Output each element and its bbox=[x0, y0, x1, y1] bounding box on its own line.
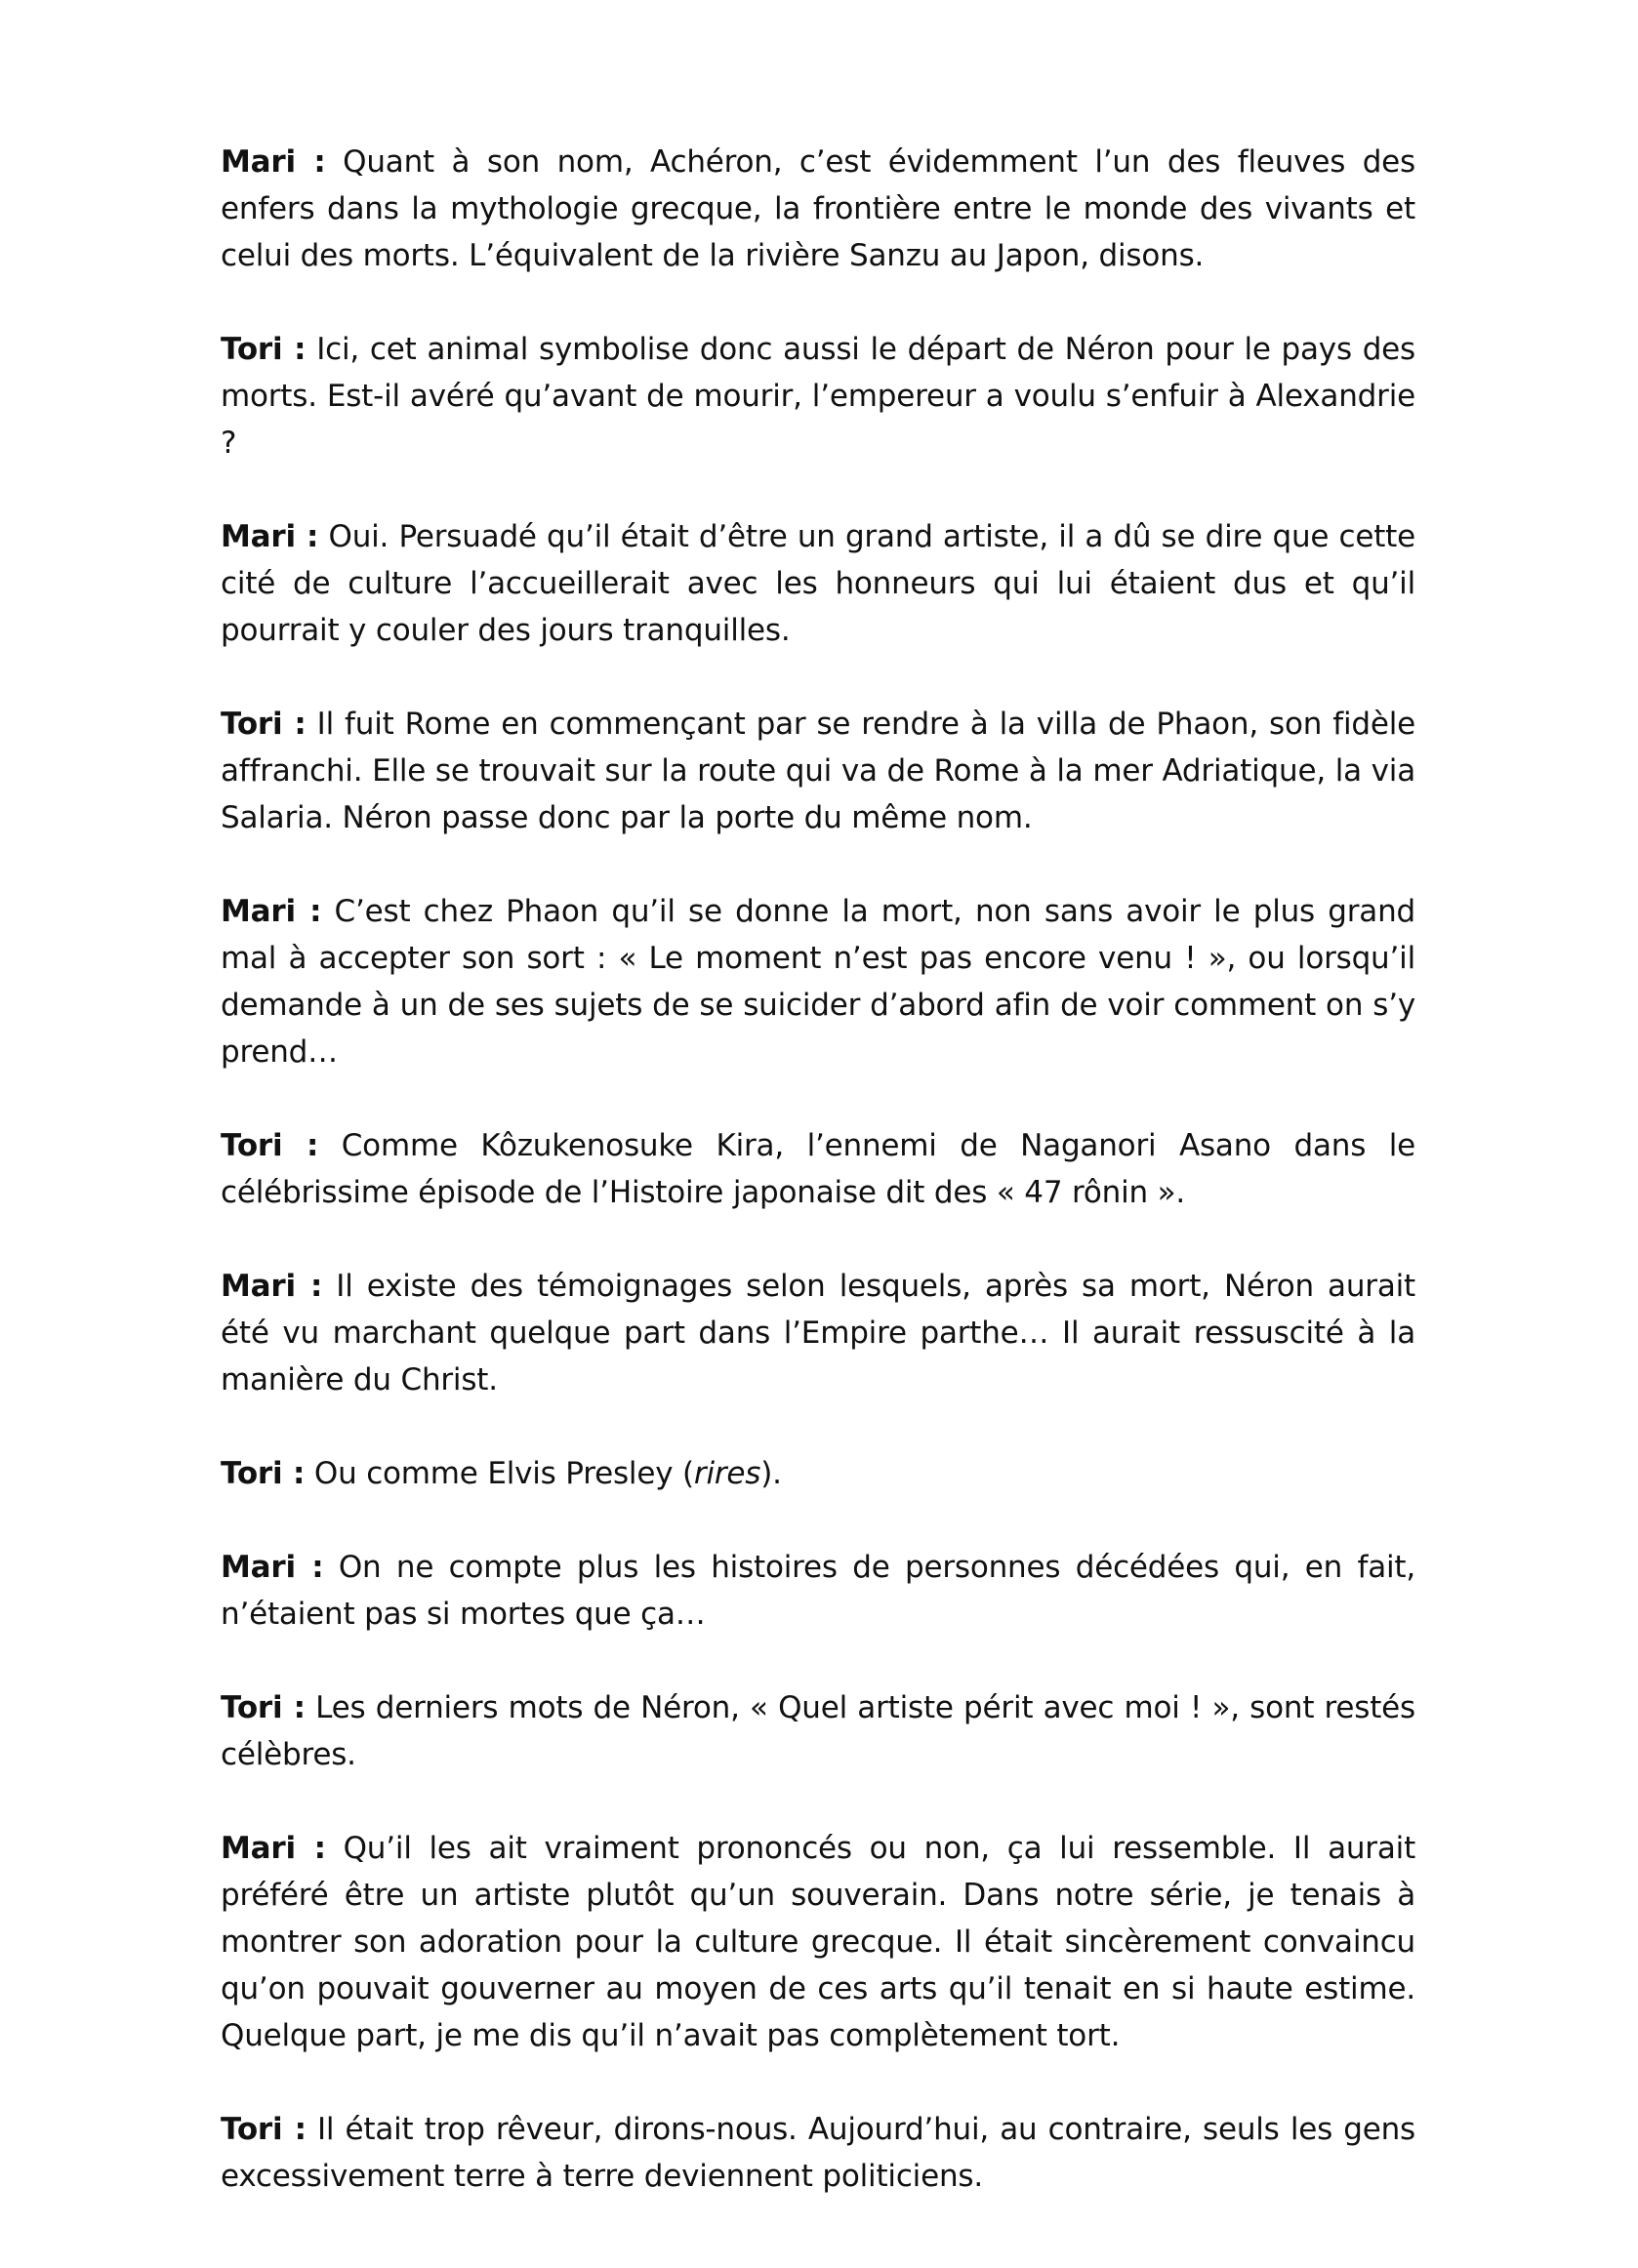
dialogue-paragraph bbox=[221, 1450, 1415, 1497]
dialogue-text bbox=[314, 1456, 782, 1491]
speaker-label: Mari : bbox=[221, 894, 322, 929]
dialogue-text: Quant à son nom, Achéron, c’est évidemment l’un des fleuves des enfers dans la mythologie grecque, la frontière entre le monde des vivants et celui des morts. L’équivalent de la rivière Sanzu au Japon, disons. bbox=[221, 144, 1416, 273]
dialogue-text: Les derniers mots de Néron, « Quel artiste périt avec moi ! », sont restés célèbres. bbox=[221, 1690, 1416, 1772]
dialogue-paragraph bbox=[221, 701, 1415, 841]
dialogue-paragraph bbox=[221, 2106, 1415, 2200]
speaker-label: Tori : bbox=[221, 332, 307, 367]
dialogue-text: Qu’il les ait vraiment prononcés ou non, ça lui ressemble. Il aurait préféré être un artiste plutôt qu’un souverain. Dans notre série, je tenais à montrer son adoration pour la culture grecque. Il était sincèrement convaincu qu’on pouvait gouverner au moyen de ces arts qu’il tenait en si haute estime. Quelque part, je me dis qu’il n’avait pas complètement tort. bbox=[221, 1831, 1416, 2053]
speaker-label: Mari : bbox=[221, 1269, 323, 1304]
dialogue-text: On ne compte plus les histoires de personnes décédées qui, en fait, n’étaient pas si mortes que ça… bbox=[221, 1550, 1416, 1632]
dialogue-paragraph bbox=[221, 888, 1415, 1075]
speaker-label: Mari : bbox=[221, 144, 326, 180]
dialogue-text: Il existe des témoignages selon lesquels, après sa mort, Néron aurait été vu marchant quelque part dans l’Empire parthe… Il aurait ressuscité à la manière du Christ. bbox=[221, 1269, 1415, 1397]
speaker-label: Tori : bbox=[221, 1456, 306, 1491]
dialogue-text-before: Ou comme Elvis Presley ( bbox=[313, 1456, 694, 1491]
dialogue-text: Il était trop rêveur, dirons-nous. Aujourd’hui, au contraire, seuls les gens excessivement terre à terre deviennent politiciens. bbox=[221, 2112, 1415, 2194]
dialogue-paragraph bbox=[221, 1684, 1415, 1778]
speaker-label: Mari : bbox=[221, 1831, 326, 1866]
dialogue-text: C’est chez Phaon qu’il se donne la mort, non sans avoir le plus grand mal à accepter son sort : « Le moment n’est pas encore venu ! », ou lorsqu’il demande à un de ses sujets de se suicider d’abord afin de voir comment on s’y prend… bbox=[221, 894, 1416, 1070]
speaker-label: Tori : bbox=[221, 2112, 307, 2147]
dialogue-paragraph bbox=[221, 1122, 1415, 1216]
dialogue-text: Comme Kôzukenosuke Kira, l’ennemi de Naganori Asano dans le célébrissime épisode de l’Histoire japonaise dit des « 47 rônin ». bbox=[221, 1128, 1416, 1210]
document-page bbox=[221, 139, 1415, 2247]
speaker-label: Tori : bbox=[221, 1690, 306, 1725]
speaker-label: Mari : bbox=[221, 519, 319, 554]
dialogue-text-after: ). bbox=[760, 1456, 782, 1491]
dialogue-paragraph bbox=[221, 513, 1415, 654]
dialogue-paragraph bbox=[221, 139, 1415, 279]
dialogue-paragraph bbox=[221, 1263, 1415, 1403]
dialogue-paragraph bbox=[221, 1544, 1415, 1638]
speaker-label: Mari : bbox=[221, 1550, 324, 1585]
speaker-label: Tori : bbox=[221, 707, 307, 742]
italic-aside: rires bbox=[693, 1456, 761, 1491]
dialogue-text: Ici, cet animal symbolise donc aussi le départ de Néron pour le pays des morts. Est-il avéré qu’avant de mourir, l’empereur a voulu s’enfuir à Alexandrie ? bbox=[221, 332, 1416, 461]
speaker-label: Tori : bbox=[221, 1128, 319, 1163]
dialogue-paragraph bbox=[221, 1825, 1415, 2059]
dialogue-text: Oui. Persuadé qu’il était d’être un grand artiste, il a dû se dire que cette cité de culture l’accueillerait avec les honneurs qui lui étaient dus et qu’il pourrait y couler des jours tranquilles. bbox=[221, 519, 1416, 648]
dialogue-paragraph bbox=[221, 326, 1415, 466]
dialogue-text: Il fuit Rome en commençant par se rendre à la villa de Phaon, son fidèle affranchi. Elle se trouvait sur la route qui va de Rome à la mer Adriatique, la via Salaria. Néron passe donc par la porte du même nom. bbox=[221, 707, 1416, 835]
